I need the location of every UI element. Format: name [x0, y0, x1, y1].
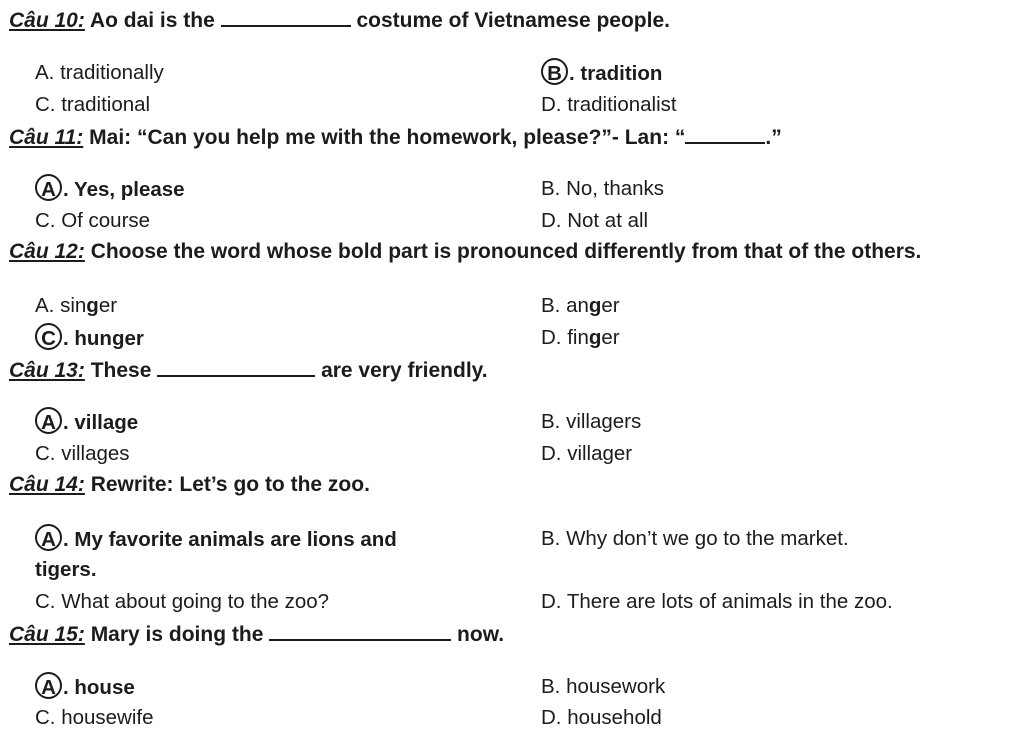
option-b[interactable]: B. Why don’t we go to the market. — [541, 527, 849, 550]
bold-part: g — [588, 326, 602, 349]
question-text: Choose the word whose bold part is pronounced differently from that of the others. — [84, 240, 922, 263]
question-15 — [9, 621, 504, 647]
option-text: A. sin — [35, 294, 87, 317]
answer-blank — [685, 124, 765, 144]
selected-circle-icon: A — [35, 174, 62, 201]
question-label: Câu 11: — [9, 126, 84, 149]
question-label: Câu 14: — [9, 473, 85, 496]
option-a[interactable]: A. traditionally — [35, 61, 164, 84]
option-b[interactable] — [541, 294, 620, 318]
selected-circle-icon: A — [35, 672, 62, 699]
option-d[interactable]: D. villager — [541, 442, 633, 465]
question-label: Câu 12: — [9, 240, 85, 263]
option-c[interactable]: C. traditional — [35, 93, 151, 116]
selected-circle-icon: B — [541, 58, 568, 85]
option-text: . tradition — [569, 62, 663, 85]
question-11 — [9, 124, 782, 150]
option-b[interactable]: B. No, thanks — [541, 177, 665, 200]
option-a-continued: tigers. — [35, 558, 97, 581]
bold-part: g — [588, 294, 602, 317]
question-text: Ao dai is the — [84, 9, 221, 32]
question-text: .” — [765, 126, 782, 149]
question-12 — [9, 240, 921, 264]
option-c-selected[interactable] — [35, 323, 144, 351]
answer-blank — [157, 357, 315, 377]
selected-circle-icon: A — [35, 407, 62, 434]
question-text: Mai: “Can you help me with the homework, please?”- Lan: “ — [83, 126, 686, 149]
option-text: . Yes, please — [63, 178, 185, 201]
question-label: Câu 13: — [9, 359, 85, 382]
question-text: Rewrite: Let’s go to the zoo. — [84, 473, 370, 496]
question-label: Câu 15: — [9, 623, 85, 646]
option-text: . village — [63, 411, 139, 434]
selected-circle-icon: C — [35, 323, 62, 350]
question-text: These — [84, 359, 158, 382]
option-c[interactable]: C. What about going to the zoo? — [35, 590, 330, 613]
question-13 — [9, 357, 488, 383]
option-b[interactable]: B. housework — [541, 675, 666, 698]
question-10 — [9, 7, 670, 33]
option-b[interactable]: B. villagers — [541, 410, 642, 433]
option-d[interactable] — [541, 326, 620, 350]
option-a-selected[interactable] — [35, 407, 138, 435]
option-text: er — [601, 294, 620, 317]
selected-circle-icon: A — [35, 524, 62, 551]
option-d[interactable]: D. Not at all — [541, 209, 649, 232]
answer-blank — [221, 7, 351, 27]
question-text: are very friendly. — [315, 359, 488, 382]
option-text: er — [98, 294, 118, 317]
option-d[interactable]: D. There are lots of animals in the zoo. — [541, 590, 893, 613]
question-14 — [9, 473, 370, 497]
option-b-selected[interactable] — [541, 58, 662, 86]
option-text: D. fin — [541, 326, 589, 349]
bold-part: g — [86, 294, 99, 317]
option-a[interactable] — [35, 294, 117, 318]
option-c[interactable]: C. housewife — [35, 706, 154, 729]
option-a-selected[interactable] — [35, 524, 397, 552]
question-text: now. — [451, 623, 505, 646]
option-text: er — [601, 326, 620, 349]
option-c[interactable]: C. Of course — [35, 209, 151, 232]
option-text: . hunger — [63, 327, 144, 350]
option-text: B. an — [541, 294, 589, 317]
option-text: . My favorite animals are lions and — [63, 528, 397, 551]
question-label: Câu 10: — [9, 9, 85, 32]
option-a-selected[interactable] — [35, 174, 185, 202]
option-c[interactable]: C. villages — [35, 442, 130, 465]
question-text: Mary is doing the — [84, 623, 270, 646]
answer-blank — [269, 621, 451, 641]
option-d[interactable]: D. household — [541, 706, 662, 729]
option-text: . house — [63, 676, 135, 699]
question-text: costume of Vietnamese people. — [350, 9, 670, 32]
option-d[interactable]: D. traditionalist — [541, 93, 677, 116]
option-a-selected[interactable] — [35, 672, 135, 700]
